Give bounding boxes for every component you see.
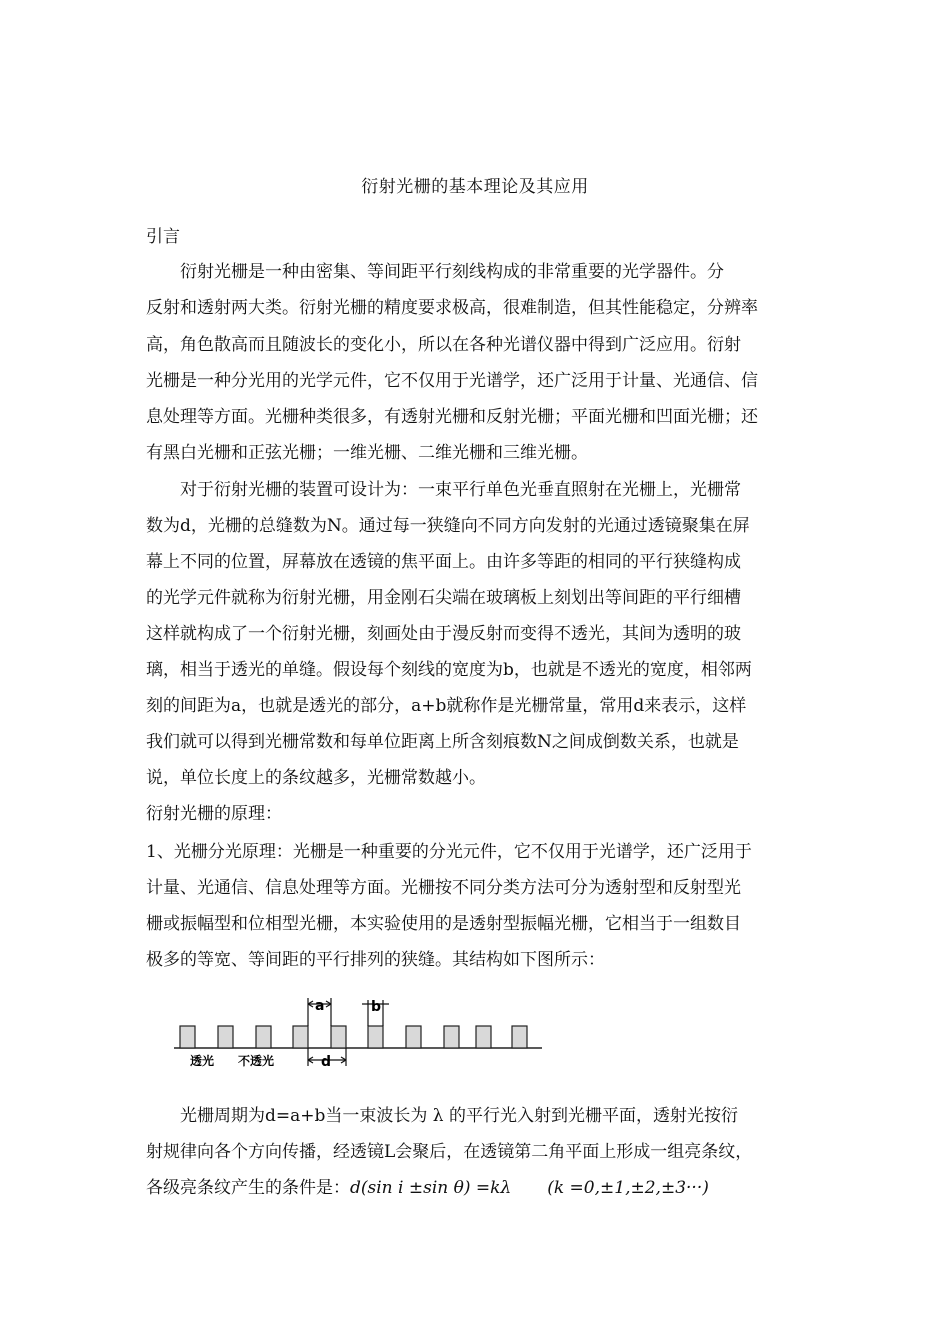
label-a: a: [315, 998, 325, 1014]
grating-bar: [406, 1026, 421, 1048]
label-d: d: [321, 1054, 332, 1070]
text-line: 数为d，光栅的总缝数为N。通过每一狭缝向不同方向发射的光通过透镜聚集在屏: [146, 516, 750, 536]
grating-bar: [512, 1026, 527, 1048]
grating-bar: [368, 1026, 383, 1048]
text-line: 幕上不同的位置，屏幕放在透镜的焦平面上。由许多等距的相同的平行狭缝构成: [146, 552, 741, 572]
condition-line: [146, 1176, 818, 1200]
label-opaque: 不透光: [238, 1054, 275, 1068]
document-title: 衍射光栅的基本理论及其应用: [361, 177, 589, 197]
formula: d(sin i ±sin θ) =kλ: [350, 1178, 512, 1198]
grating-bar: [218, 1026, 233, 1048]
grating-bar: [331, 1026, 346, 1048]
grating-bar: [476, 1026, 491, 1048]
label-b: b: [371, 999, 382, 1015]
text-line: 高，角色散高而且随波长的变化小，所以在各种光谱仪器中得到广泛应用。衍射: [146, 335, 741, 355]
text-line: 射规律向各个方向传播，经透镜L会聚后，在透镜第二角平面上形成一组亮条纹，: [146, 1142, 753, 1162]
text-line: 我们就可以得到光栅常数和每单位距离上所含刻痕数N之间成倒数关系，也就是: [146, 732, 739, 752]
text-line: 息处理等方面。光栅种类很多，有透射光栅和反射光栅；平面光栅和凹面光栅；还: [146, 407, 758, 427]
text-line: 栅或振幅型和位相型光栅，本实验使用的是透射型振幅光栅，它相当于一组数目: [146, 914, 741, 934]
condition-prefix: 各级亮条纹产生的条件是：: [146, 1178, 350, 1198]
text-line: 衍射光栅的原理：: [146, 804, 282, 824]
formula-k: (k =0,±1,±2,±3···): [547, 1178, 709, 1198]
text-line: 光栅是一种分光用的光学元件，它不仅用于光谱学，还广泛用于计量、光通信、信: [146, 371, 758, 391]
text-line: 刻的间距为a，也就是透光的部分，a+b就称作是光栅常量，常用d来表示，这样: [146, 696, 747, 716]
label-transmit: 透光: [190, 1054, 215, 1068]
grating-bar: [293, 1026, 308, 1048]
text-line: 光栅周期为d=a+b当一束波长为 λ 的平行光入射到光栅平面，透射光按衍: [146, 1106, 738, 1126]
text-line: 1、光栅分光原理：光栅是一种重要的分光元件，它不仅用于光谱学，还广泛用于: [146, 842, 752, 862]
grating-bars: [180, 1026, 527, 1048]
text-line: 璃，相当于透光的单缝。假设每个刻线的宽度为b，也就是不透光的宽度，相邻两: [146, 660, 752, 680]
grating-bar: [444, 1026, 459, 1048]
grating-diagram: [170, 990, 550, 1070]
text-line: 有黑白光栅和正弦光栅；一维光栅、二维光栅和三维光栅。: [146, 443, 588, 463]
text-line: 引言: [146, 227, 180, 247]
text-line: 这样就构成了一个衍射光栅，刻画处由于漫反射而变得不透光，其间为透明的玻: [146, 624, 741, 644]
text-line: 极多的等宽、等间距的平行排列的狭缝。其结构如下图所示：: [146, 950, 605, 970]
text-line: 衍射光栅是一种由密集、等间距平行刻线构成的非常重要的光学器件。分: [146, 262, 724, 282]
text-line: 说，单位长度上的条纹越多，光栅常数越小。: [146, 768, 486, 788]
text-line: 计量、光通信、信息处理等方面。光栅按不同分类方法可分为透射型和反射型光: [146, 878, 741, 898]
text-line: 对于衍射光栅的装置可设计为：一束平行单色光垂直照射在光栅上，光栅常: [146, 480, 741, 500]
text-line: 反射和透射两大类。衍射光栅的精度要求极高，很难制造，但其性能稳定，分辨率: [146, 298, 758, 318]
grating-bar: [256, 1026, 271, 1048]
grating-bar: [180, 1026, 195, 1048]
text-line: 的光学元件就称为衍射光栅，用金刚石尖端在玻璃板上刻划出等间距的平行细槽: [146, 588, 741, 608]
